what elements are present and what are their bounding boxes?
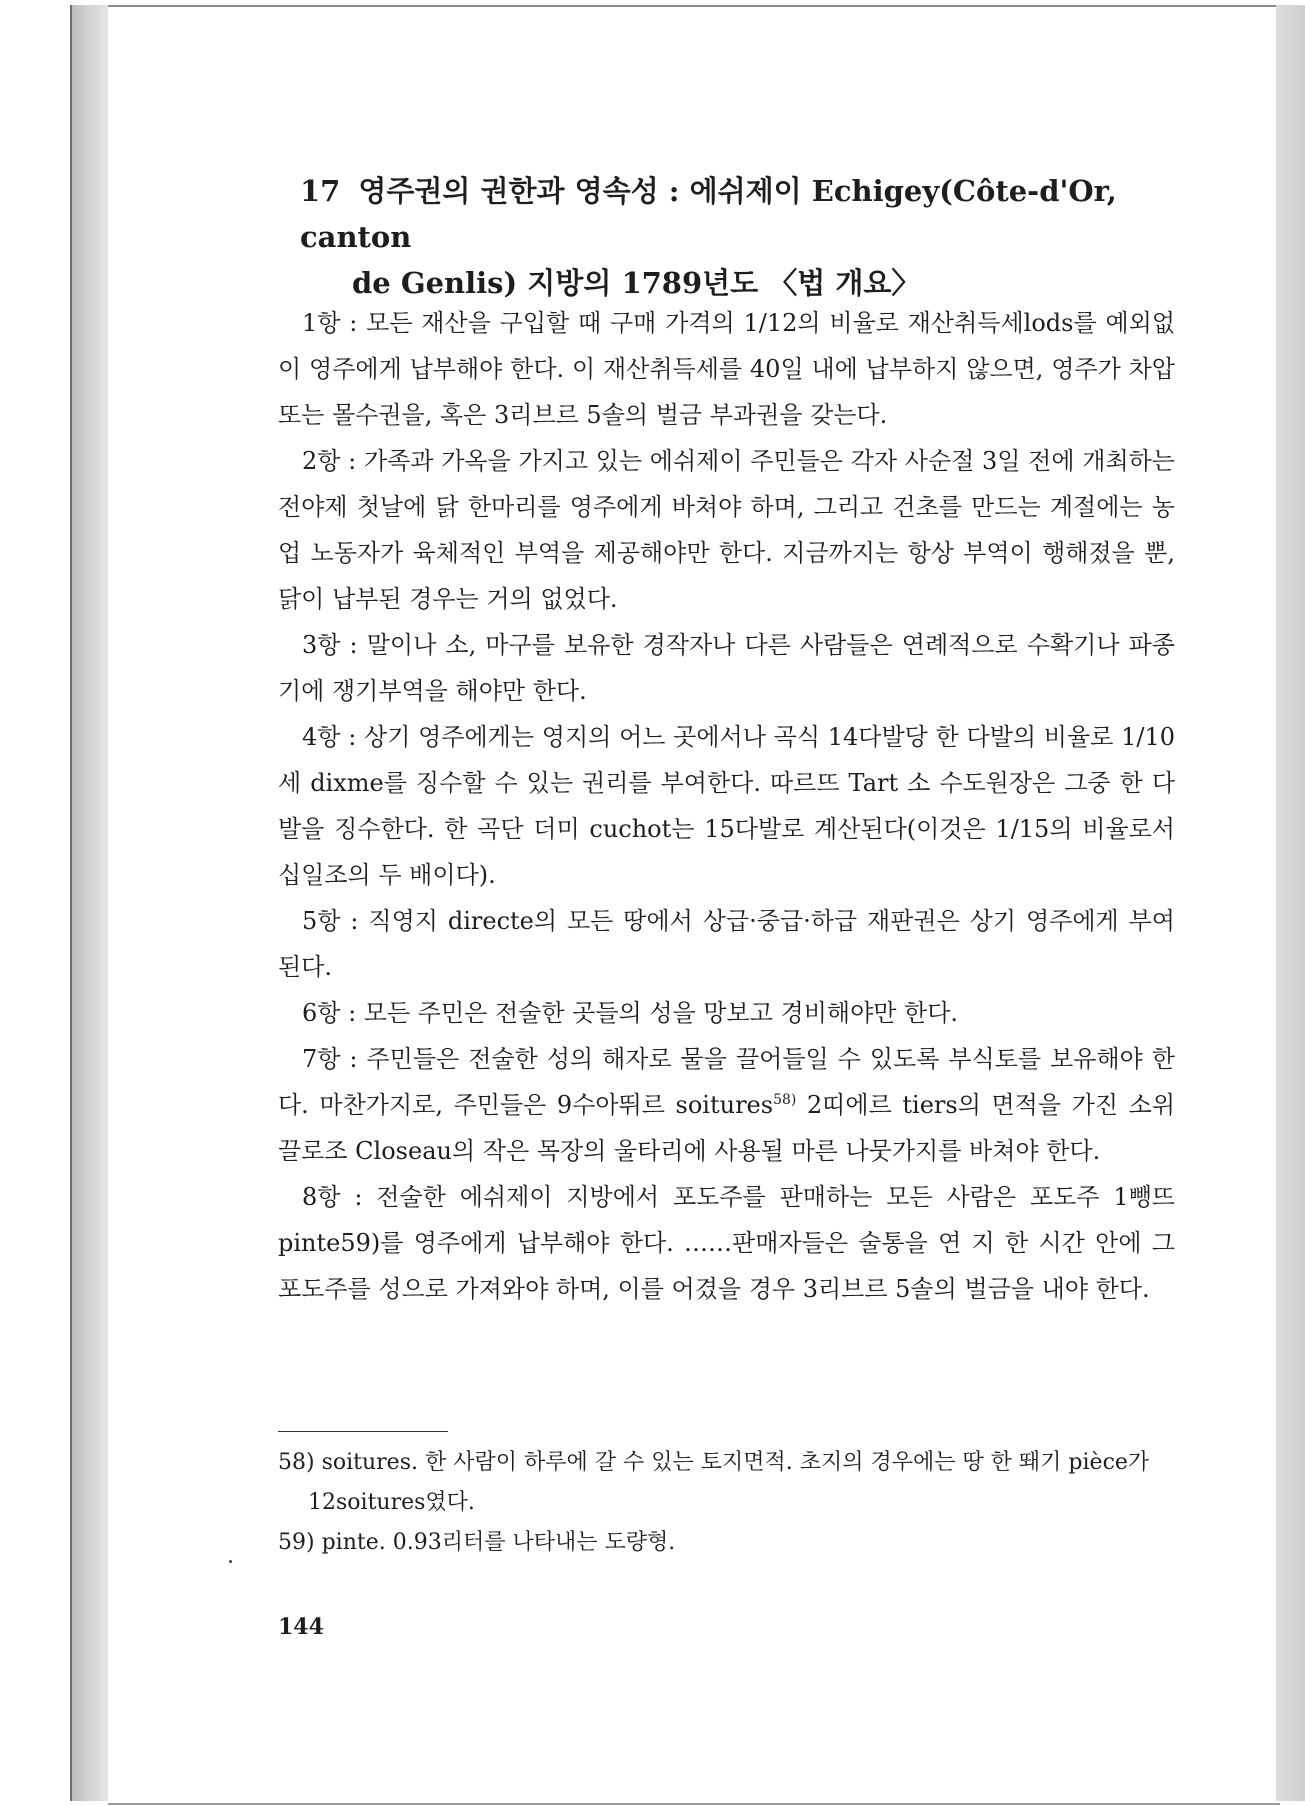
paragraph-5: 5항 : 직영지 directe의 모든 땅에서 상급·중급·하급 재판권은 상기 영주에게 부여된다. [278, 907, 1175, 981]
book-edge-right [1276, 5, 1305, 1801]
paragraph-6: 6항 : 모든 주민은 전술한 곳들의 성을 망보고 경비해야만 한다. [302, 999, 959, 1027]
paragraph-2: 2항 : 가족과 가옥을 가지고 있는 에쉬제이 주민들은 각자 사순절 3일 전에 개최하는 전야제 첫날에 닭 한마리를 영주에게 바쳐야 하며, 그리고 건초를 만드는 계절에는 농업 노동자가 육체적인 부역을 제공해야만 한다. 지금까지는 항상 부역이 행해졌을 뿐, 닭이 납부된 경우는 거의 없었다. [278, 447, 1175, 613]
section-number: 17 [300, 174, 341, 208]
paragraph-7-before: 7항 : 주민들은 전술한 성의 해자로 물을 끌어들일 수 있도록 부식토를 보유해야 한다. 마찬가지로, 주민들은 9수아뛰르 soitures [278, 1045, 1175, 1119]
section-title-line2: de Genlis) 지방의 1789년도 〈법 개요〉 [352, 266, 921, 300]
page-number: 144 [278, 1614, 324, 1640]
paragraph-1: 1항 : 모든 재산을 구입할 때 구매 가격의 1/12의 비율로 재산취득세lods를 예외없이 영주에게 납부해야 한다. 이 재산취득세를 40일 내에 납부하지 않으면, 영주가 차압 또는 몰수권을, 혹은 3리브르 5솔의 벌금 부과권을 갖는다. [278, 309, 1175, 429]
book-edge-left [70, 5, 112, 1801]
footnote-ref-58: 58) [773, 1092, 797, 1108]
print-speck [229, 1560, 232, 1563]
section-title-line1: 영주권의 권한과 영속성 : 에쉬제이 Echigey(Côte-d'Or, canton [300, 174, 1117, 254]
section-title [300, 168, 1180, 306]
paragraph-4: 4항 : 상기 영주에게는 영지의 어느 곳에서나 곡식 14다발당 한 다발의 비율로 1/10세 dixme를 징수할 수 있는 권리를 부여한다. 따르뜨 Tart 소 수도원장은 그중 한 다발을 징수한다. 한 곡단 더미 cuchot는 15다발로 계산된다(이것은 1/15의 비율로서 십일조의 두 배이다). [278, 723, 1175, 889]
footnote-58: 58) soitures. 한 사람이 하루에 갈 수 있는 토지면적. 초지의 경우에는 땅 한 뙈기 pièce가 12soitures였다. [278, 1450, 1150, 1515]
paragraph-3: 3항 : 말이나 소, 마구를 보유한 경작자나 다른 사람들은 연례적으로 수확기나 파종기에 쟁기부역을 해야만 한다. [278, 631, 1175, 705]
footnote-59: 59) pinte. 0.93리터를 나타내는 도량형. [278, 1530, 676, 1555]
paragraph-7 [278, 1036, 1175, 1174]
footnotes [278, 1443, 1175, 1563]
footnote-divider [278, 1431, 448, 1432]
paragraph-8: 8항 : 전술한 에쉬제이 지방에서 포도주를 판매하는 모든 사람은 포도주 1뺑뜨 pinte59)를 영주에게 납부해야 한다. ……판매자들은 술통을 연 지 한 시간 안에 그 포도주를 성으로 가져와야 하며, 이를 어겼을 경우 3리브르 5솔의 벌금을 내야 한다. [278, 1183, 1175, 1303]
body-text [278, 300, 1175, 1312]
paragraph-7-after: 2띠에르 tiers의 면적을 가진 소위 끌로조 Closeau의 작은 목장의 울타리에 사용될 마른 나뭇가지를 바쳐야 한다. [278, 1091, 1176, 1165]
